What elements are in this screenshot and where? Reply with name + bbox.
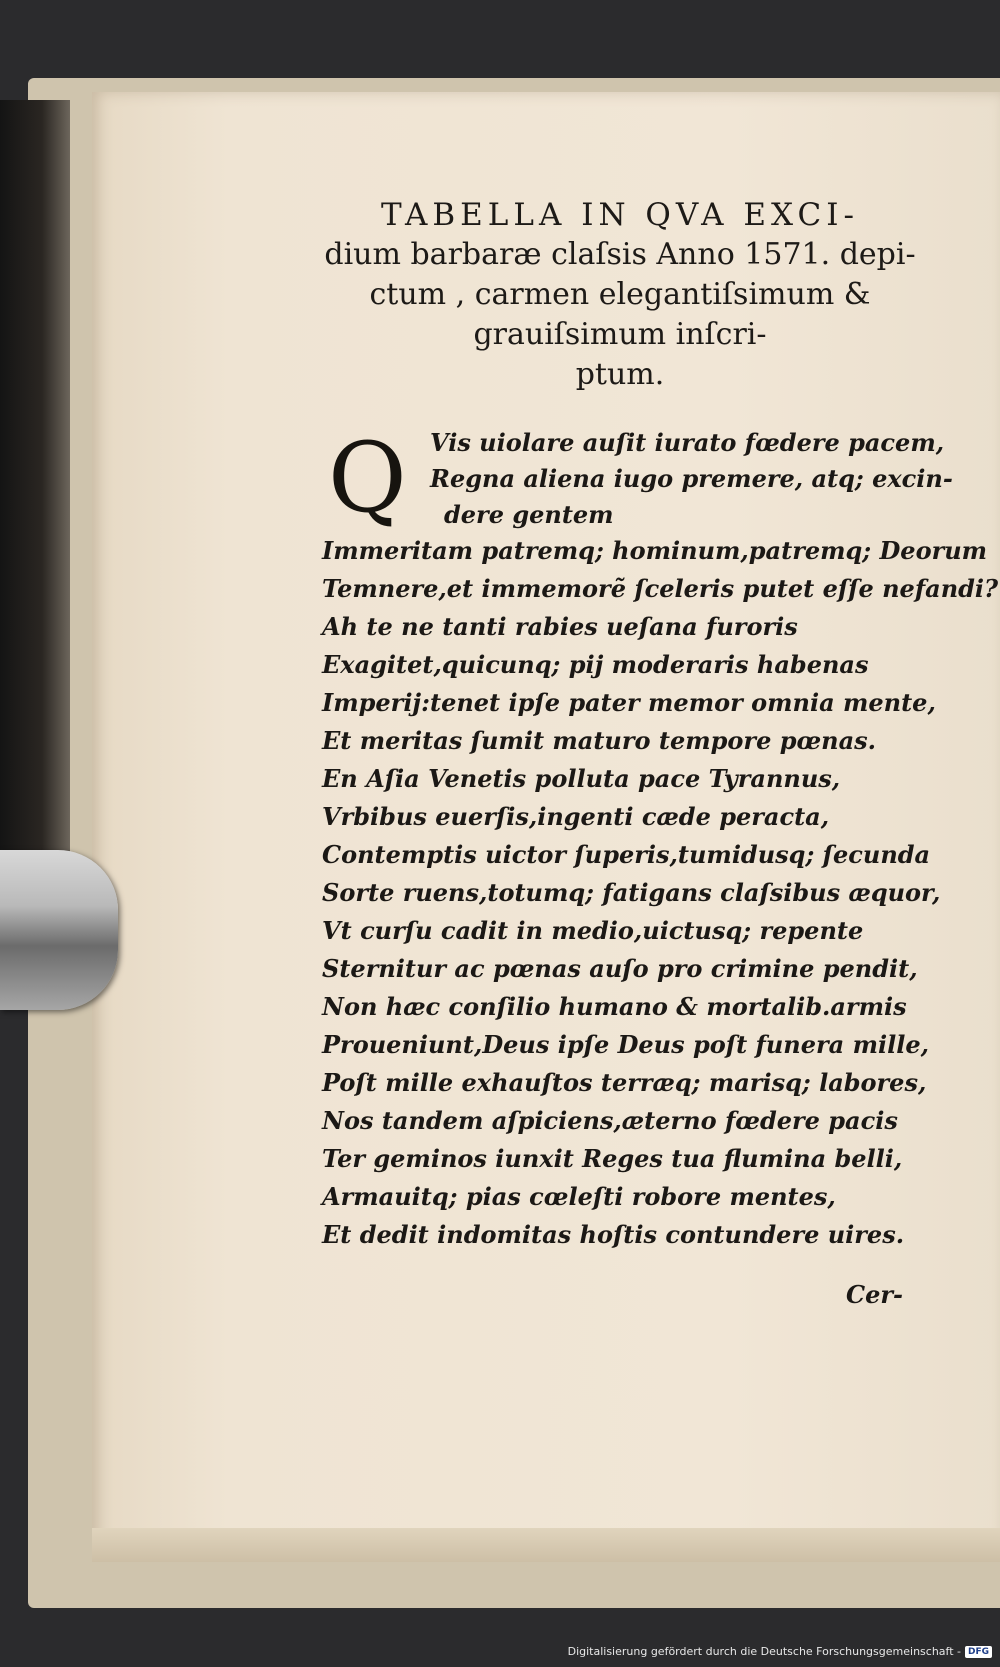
poem-line: Temnere,et immemorẽ ſceleris putet eſſe nefandi?	[322, 574, 999, 603]
poem-line: Armauitq; pias cœleſti robore mentes,	[322, 1182, 836, 1211]
book-spine-shadow	[0, 100, 70, 980]
poem-line: Regna aliena iugo premere, atq; excin-	[430, 464, 953, 493]
title-line: ptum.	[575, 357, 665, 392]
dfg-logo-icon: DFG	[965, 1646, 992, 1658]
title-line: grauiſsimum inſcri-	[473, 317, 767, 352]
poem-line: Sorte ruens,totumq; fatigans claſsibus æquor,	[322, 878, 941, 907]
poem-line: Vt curſu cadit in medio,uictusq; repente	[322, 916, 864, 945]
page-title	[300, 195, 940, 395]
poem-line: Et dedit indomitas hoſtis contundere uires.	[322, 1220, 905, 1249]
poem-line: Contemptis uictor ſuperis,tumidusq; ſecunda	[322, 840, 931, 869]
poem-line: Imperij:tenet ipſe pater memor omnia mente,	[322, 688, 936, 717]
poem-line: Poſt mille exhauſtos terræq; marisq; labores,	[322, 1068, 927, 1097]
page-clamp	[0, 850, 118, 1010]
poem-line: Et meritas ſumit maturo tempore pœnas.	[322, 726, 877, 755]
poem-line: En Aſia Venetis polluta pace Tyrannus,	[322, 764, 841, 793]
poem-line: dere gentem	[444, 500, 614, 529]
catchword: Cer-	[846, 1280, 903, 1309]
footer-text: Digitalisierung gefördert durch die Deutsche Forschungsgemeinschaft -	[567, 1645, 961, 1658]
poem-line: Ah te ne tanti rabies ueſana furoris	[322, 612, 798, 641]
title-line: TABELLA IN QVA EXCI-	[381, 197, 859, 233]
title-line: ctum , carmen elegantiſsimum &	[369, 277, 871, 312]
poem-line: Vis uiolare auſit iurato fœdere pacem,	[430, 428, 945, 457]
poem-line: Ter geminos iunxit Reges tua flumina belli,	[322, 1144, 903, 1173]
drop-cap: Q	[328, 422, 407, 534]
footer-credit	[568, 1645, 992, 1658]
poem-line: Sternitur ac pœnas auſo pro crimine pendit,	[322, 954, 918, 983]
poem-line: Proueniunt,Deus ipſe Deus poſt funera mille,	[322, 1030, 929, 1059]
poem-line: Exagitet,quicunq; pij moderaris habenas	[322, 650, 869, 679]
poem-line: Nos tandem aſpiciens,æterno fœdere pacis	[322, 1106, 898, 1135]
poem-line: Immeritam patremq; hominum,patremq; Deorum	[322, 536, 988, 565]
poem-line: Non hæc conſilio humano & mortalib.armis	[322, 992, 907, 1021]
title-line: dium barbaræ claſsis Anno 1571. depi-	[324, 237, 916, 272]
poem-line: Vrbibus euerſis,ingenti cæde peracta,	[322, 802, 830, 831]
page-bottom-edge	[92, 1528, 1000, 1562]
